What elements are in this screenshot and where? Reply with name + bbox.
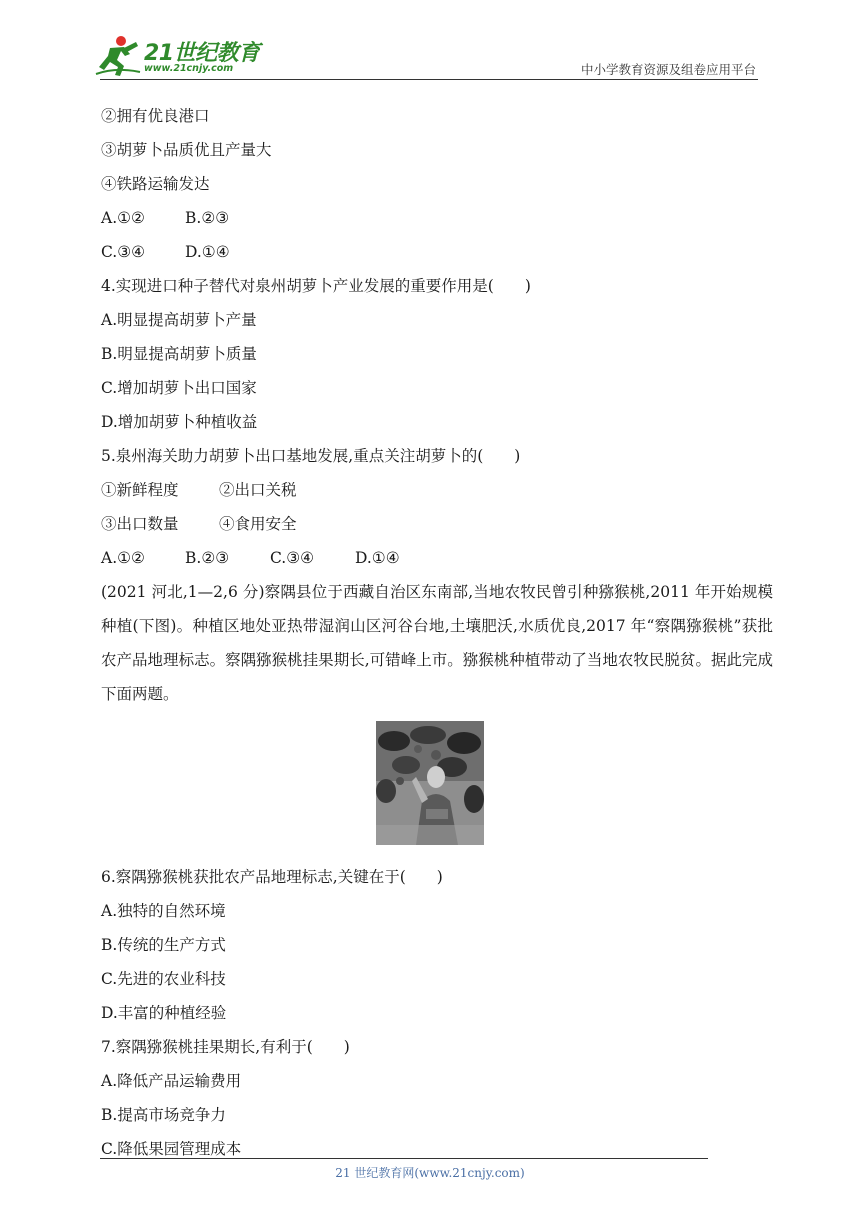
logo-url: www.21cnjy.com — [144, 63, 234, 74]
runner-icon — [94, 34, 144, 80]
q7-option-a[interactable]: A.降低产品运输费用 — [101, 1072, 242, 1090]
q5-stem: 5.泉州海关助力胡萝卜出口基地发展,重点关注胡萝卜的( ) — [101, 447, 521, 465]
q4-option-c[interactable]: C.增加胡萝卜出口国家 — [101, 379, 257, 397]
reading-passage: (2021 河北,1—2,6 分)察隅县位于西藏自治区东南部,当地农牧民曾引种猕猴桃,2011 年开始规模种植(下图)。种植区地处亚热带湿润山区河谷台地,土壤肥沃,水质优良,2017 年“察隅猕猴桃”获批农产品地理标志。察隅猕猴桃挂果期长,可错峰上市。猕猴桃种植带动了当地农牧民脱贫。据此完成下面两题。 — [101, 583, 773, 703]
q5-item: ③出口数量 — [101, 515, 179, 533]
q5-option-d[interactable]: D.①④ — [355, 549, 400, 567]
q3-option-b[interactable]: B.②③ — [185, 209, 230, 227]
q4-option-d[interactable]: D.增加胡萝卜种植收益 — [101, 413, 258, 431]
header-divider — [100, 79, 758, 80]
q5-items-row — [101, 473, 773, 507]
q3-options-row — [101, 201, 773, 235]
kiwi-orchard-photo — [376, 721, 484, 845]
q3-item: ③胡萝卜品质优且产量大 — [101, 141, 272, 159]
q3-option-d[interactable]: D.①④ — [185, 243, 230, 261]
q5-option-a[interactable]: A.①② — [101, 549, 145, 567]
q3-item: ②拥有优良港口 — [101, 107, 210, 125]
q6-option-d[interactable]: D.丰富的种植经验 — [101, 1004, 227, 1022]
q5-items-row — [101, 507, 773, 541]
q3-option-c[interactable]: C.③④ — [101, 243, 146, 261]
q5-options-row — [101, 541, 773, 575]
q4-stem: 4.实现进口种子替代对泉州胡萝卜产业发展的重要作用是( ) — [101, 277, 531, 295]
q5-option-b[interactable]: B.②③ — [185, 549, 230, 567]
q7-stem: 7.察隅猕猴桃挂果期长,有利于( ) — [101, 1038, 350, 1056]
q6-option-b[interactable]: B.传统的生产方式 — [101, 936, 226, 954]
q6-option-c[interactable]: C.先进的农业科技 — [101, 970, 226, 988]
header-platform-label: 中小学教育资源及组卷应用平台 — [580, 62, 756, 77]
q4-option-a[interactable]: A.明显提高胡萝卜产量 — [101, 311, 257, 329]
page-header — [0, 0, 860, 82]
q3-option-a[interactable]: A.①② — [101, 209, 145, 227]
q5-item: ④食用安全 — [219, 515, 297, 533]
page-footer[interactable]: 21 世纪教育网(www.21cnjy.com) — [335, 1166, 525, 1180]
site-logo[interactable] — [94, 34, 260, 80]
q5-option-c[interactable]: C.③④ — [270, 549, 315, 567]
q3-options-row — [101, 235, 773, 269]
footer-divider — [100, 1158, 708, 1159]
q6-stem: 6.察隅猕猴桃获批农产品地理标志,关键在于( ) — [101, 868, 443, 886]
q5-item: ①新鲜程度 — [101, 481, 179, 499]
figure-container — [101, 711, 773, 860]
q4-option-b[interactable]: B.明显提高胡萝卜质量 — [101, 345, 257, 363]
q7-option-c[interactable]: C.降低果园管理成本 — [101, 1140, 242, 1158]
logo-text: 21世纪教育 — [144, 41, 260, 66]
q5-item: ②出口关税 — [219, 481, 297, 499]
page-content — [101, 99, 773, 1166]
q6-option-a[interactable]: A.独特的自然环境 — [101, 902, 226, 920]
q7-option-b[interactable]: B.提高市场竞争力 — [101, 1106, 226, 1124]
q3-item: ④铁路运输发达 — [101, 175, 210, 193]
